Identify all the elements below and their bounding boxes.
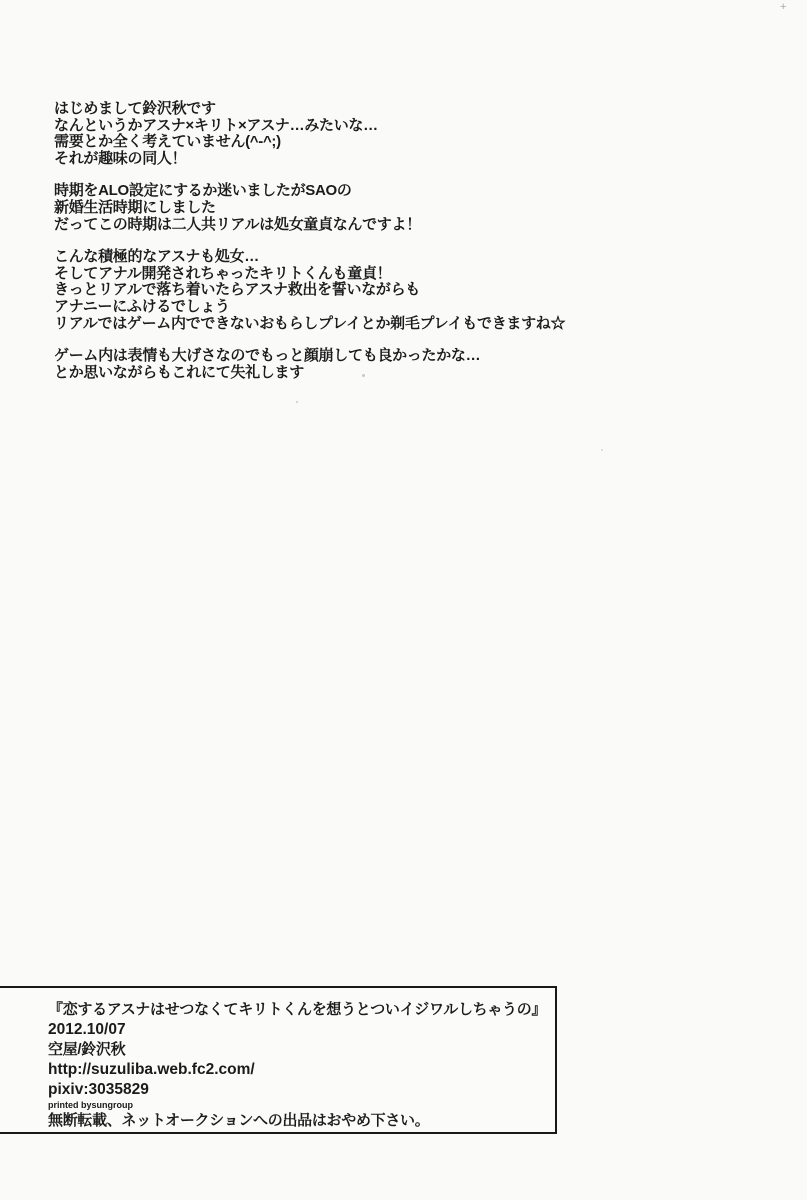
text-line: それが趣味の同人！ [54,149,187,167]
afterword-text [54,101,654,397]
text-line: はじめまして鈴沢秋です [54,100,216,117]
text-line: ゲーム内は表情も大げさなのでもっと顔崩しても良かったかな… [54,347,481,365]
circle-author: 空屋/鈴沢秋 [48,1041,126,1058]
text-line: 需要とか全く考えていません(^-^;) [54,133,281,151]
text-line: リアルではゲーム内でできないおもらしプレイとか剃毛プレイもできますね☆ [54,314,566,332]
afterword-paragraph [54,101,654,167]
afterword-paragraph [54,249,654,332]
scan-speck [362,374,365,377]
text-line: きっとリアルで落ち着いたらアスナ救出を誓いながらも [54,281,421,299]
website-url: http://suzuliba.web.fc2.com/ [48,1061,255,1078]
scan-speck [296,401,298,403]
text-line: だってこの時期は二人共リアルは処女童貞なんですよ！ [54,215,421,233]
text-line: 時期をALO設定にするか迷いましたがSAOの [54,182,352,200]
doujin-title: 『恋するアスナはせつなくてキリトくんを想うとついイジワルしちゃうの』 [48,1001,547,1018]
registration-mark-icon: + [780,1,787,13]
afterword-paragraph [54,348,654,381]
text-line: こんな積極的なアスナも処女… [54,248,259,266]
colophon-box [0,986,557,1134]
scan-speck [601,449,603,451]
text-line: なんというかアスナ×キリト×アスナ…みたいな… [54,116,378,134]
copyright-notice: 無断転載、ネットオークションへの出品はおやめ下さい。 [48,1112,430,1129]
printer-credit: printed bysungroup [48,1100,133,1110]
text-line: とか思いながらもこれにて失礼します [54,363,304,381]
text-line: そしてアナル開発されちゃったキリトくんも童貞！ [54,264,392,282]
publish-date: 2012.10/07 [48,1021,126,1038]
text-line: アナニーにふけるでしょう [54,297,230,315]
pixiv-id: pixiv:3035829 [48,1081,149,1098]
text-line: 新婚生活時期にしました [54,198,216,216]
afterword-paragraph [54,183,654,233]
